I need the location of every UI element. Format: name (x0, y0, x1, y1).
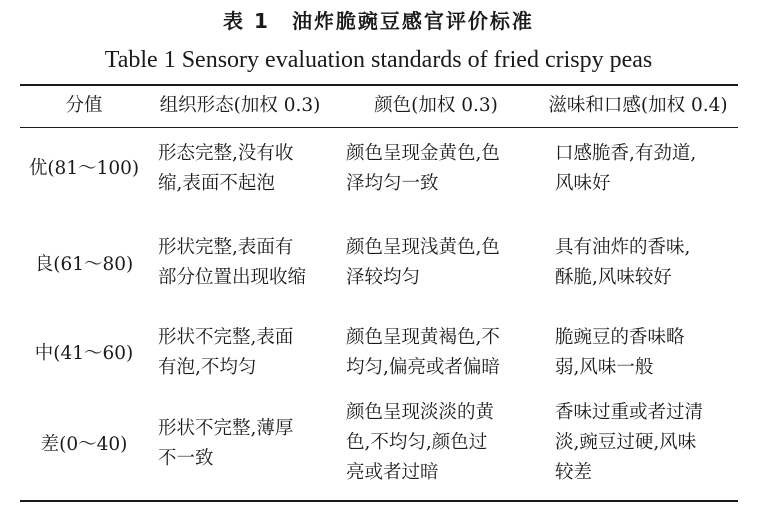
table-top-rule (20, 84, 738, 86)
row-poor-taste: 香味过重或者过清 淡,豌豆过硬,风味 较差 (555, 402, 704, 483)
row-good-color: 颜色呈现浅黄色,色 泽较均匀 (346, 237, 500, 288)
row-medium-color: 颜色呈现黄褐色,不 均匀,偏亮或者偏暗 (346, 327, 500, 378)
row-excellent-score: 优(81～100) (28, 158, 140, 179)
row-poor-texture: 形状不完整,薄厚 不一致 (158, 418, 294, 469)
table-title-cn: 油炸脆豌豆感官评价标准 (291, 9, 534, 33)
table-bottom-rule (20, 500, 738, 502)
header-score: 分值 (65, 95, 103, 116)
row-medium-texture: 形状不完整,表面 有泡,不均匀 (158, 327, 294, 378)
row-medium-score: 中(41～60) (34, 343, 134, 364)
header-taste: 滋味和口感(加权 0.4) (548, 95, 728, 116)
row-excellent-color: 颜色呈现金黄色,色 泽均匀一致 (346, 143, 500, 194)
header-texture: 组织形态(加权 0.3) (159, 95, 321, 116)
row-excellent-taste: 口感脆香,有劲道, 风味好 (555, 143, 697, 194)
table-title-en: Table 1 Sensory evaluation standards of fried crispy peas (104, 47, 653, 73)
table-caption-cn (0, 6, 757, 36)
row-poor-color: 颜色呈现淡淡的黄 色,不均匀,颜色过 亮或者过暗 (346, 402, 495, 483)
row-poor-score: 差(0～40) (40, 434, 128, 455)
row-medium-taste: 脆豌豆的香味略 弱,风味一般 (555, 327, 685, 378)
header-color: 颜色(加权 0.3) (374, 95, 498, 116)
row-good-texture: 形状完整,表面有 部分位置出现收缩 (158, 237, 307, 288)
table-header-rule (20, 127, 738, 128)
table-number: 表 1 (223, 9, 270, 33)
row-excellent-texture: 形态完整,没有收 缩,表面不起泡 (158, 143, 294, 194)
row-good-score: 良(61～80) (34, 254, 134, 275)
row-good-taste: 具有油炸的香味, 酥脆,风味较好 (555, 237, 691, 288)
